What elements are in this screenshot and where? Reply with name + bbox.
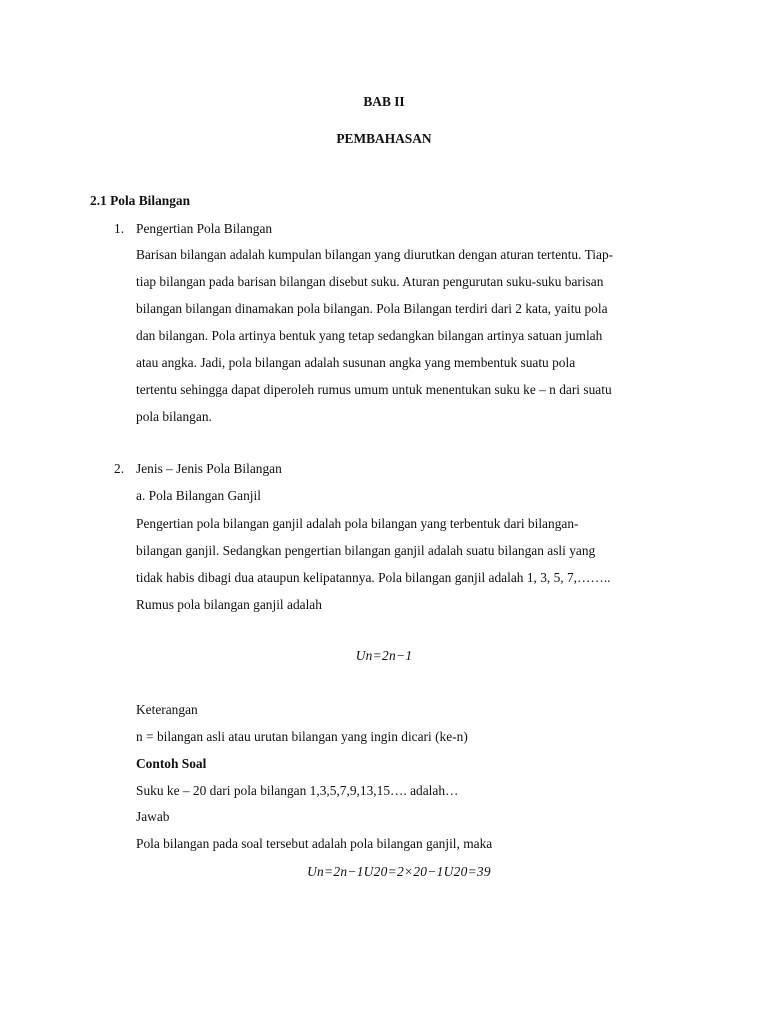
paragraph-line: tidak habis dibagi dua ataupun kelipatannya. Pola bilangan ganjil adalah 1, 3, 5, 7,…….. bbox=[136, 570, 611, 585]
list-marker-2: 2. bbox=[114, 461, 125, 476]
paragraph-line: pola bilangan. bbox=[136, 409, 212, 424]
paragraph-line: Rumus pola bilangan ganjil adalah bbox=[136, 597, 322, 612]
paragraph-line: bilangan ganjil. Sedangkan pengertian bilangan ganjil adalah suatu bilangan asli yang bbox=[136, 543, 596, 558]
contoh-soal-text: Suku ke – 20 dari pola bilangan 1,3,5,7,9,13,15…. adalah… bbox=[136, 783, 459, 798]
subsection-title: a. Pola Bilangan Ganjil bbox=[136, 488, 261, 503]
jawab-label: Jawab bbox=[136, 809, 170, 824]
paragraph-line: bilangan bilangan dinamakan pola bilangan. Pola Bilangan terdiri dari 2 kata, yaitu pola bbox=[136, 301, 608, 316]
chapter-number: BAB II bbox=[363, 94, 405, 109]
paragraph-line: Barisan bilangan adalah kumpulan bilangan yang diurutkan dengan aturan tertentu. Tiap- bbox=[136, 247, 614, 262]
formula: Un=2n−1 bbox=[355, 648, 413, 663]
paragraph-line: dan bilangan. Pola artinya bentuk yang tetap sedangkan bilangan artinya satuan jumlah bbox=[136, 328, 603, 343]
item1-title: Pengertian Pola Bilangan bbox=[136, 221, 273, 236]
item1-paragraph bbox=[136, 241, 696, 430]
paragraph-line: tiap bilangan pada barisan bilangan disebut suku. Aturan pengurutan suku-suku barisan bbox=[136, 274, 604, 289]
section-heading: 2.1 Pola Bilangan bbox=[90, 193, 191, 208]
contoh-soal-label: Contoh Soal bbox=[136, 756, 207, 771]
keterangan-text: n = bilangan asli atau urutan bilangan yang ingin dicari (ke-n) bbox=[136, 729, 468, 744]
list-marker-1: 1. bbox=[114, 221, 125, 236]
paragraph-line: atau angka. Jadi, pola bilangan adalah susunan angka yang membentuk suatu pola bbox=[136, 355, 576, 370]
paragraph-line: tertentu sehingga dapat diperoleh rumus umum untuk menentukan suku ke – n dari suatu bbox=[136, 382, 612, 397]
keterangan-label: Keterangan bbox=[136, 702, 198, 717]
paragraph-line: Pengertian pola bilangan ganjil adalah pola bilangan yang terbentuk dari bilangan- bbox=[136, 516, 579, 531]
item2-paragraph bbox=[136, 510, 696, 618]
jawab-text: Pola bilangan pada soal tersebut adalah pola bilangan ganjil, maka bbox=[136, 836, 493, 851]
chapter-title: PEMBAHASAN bbox=[336, 131, 432, 146]
item2-title: Jenis – Jenis Pola Bilangan bbox=[136, 461, 282, 476]
solution-formula: Un=2n−1U20=2×20−1U20=39 bbox=[307, 864, 491, 879]
